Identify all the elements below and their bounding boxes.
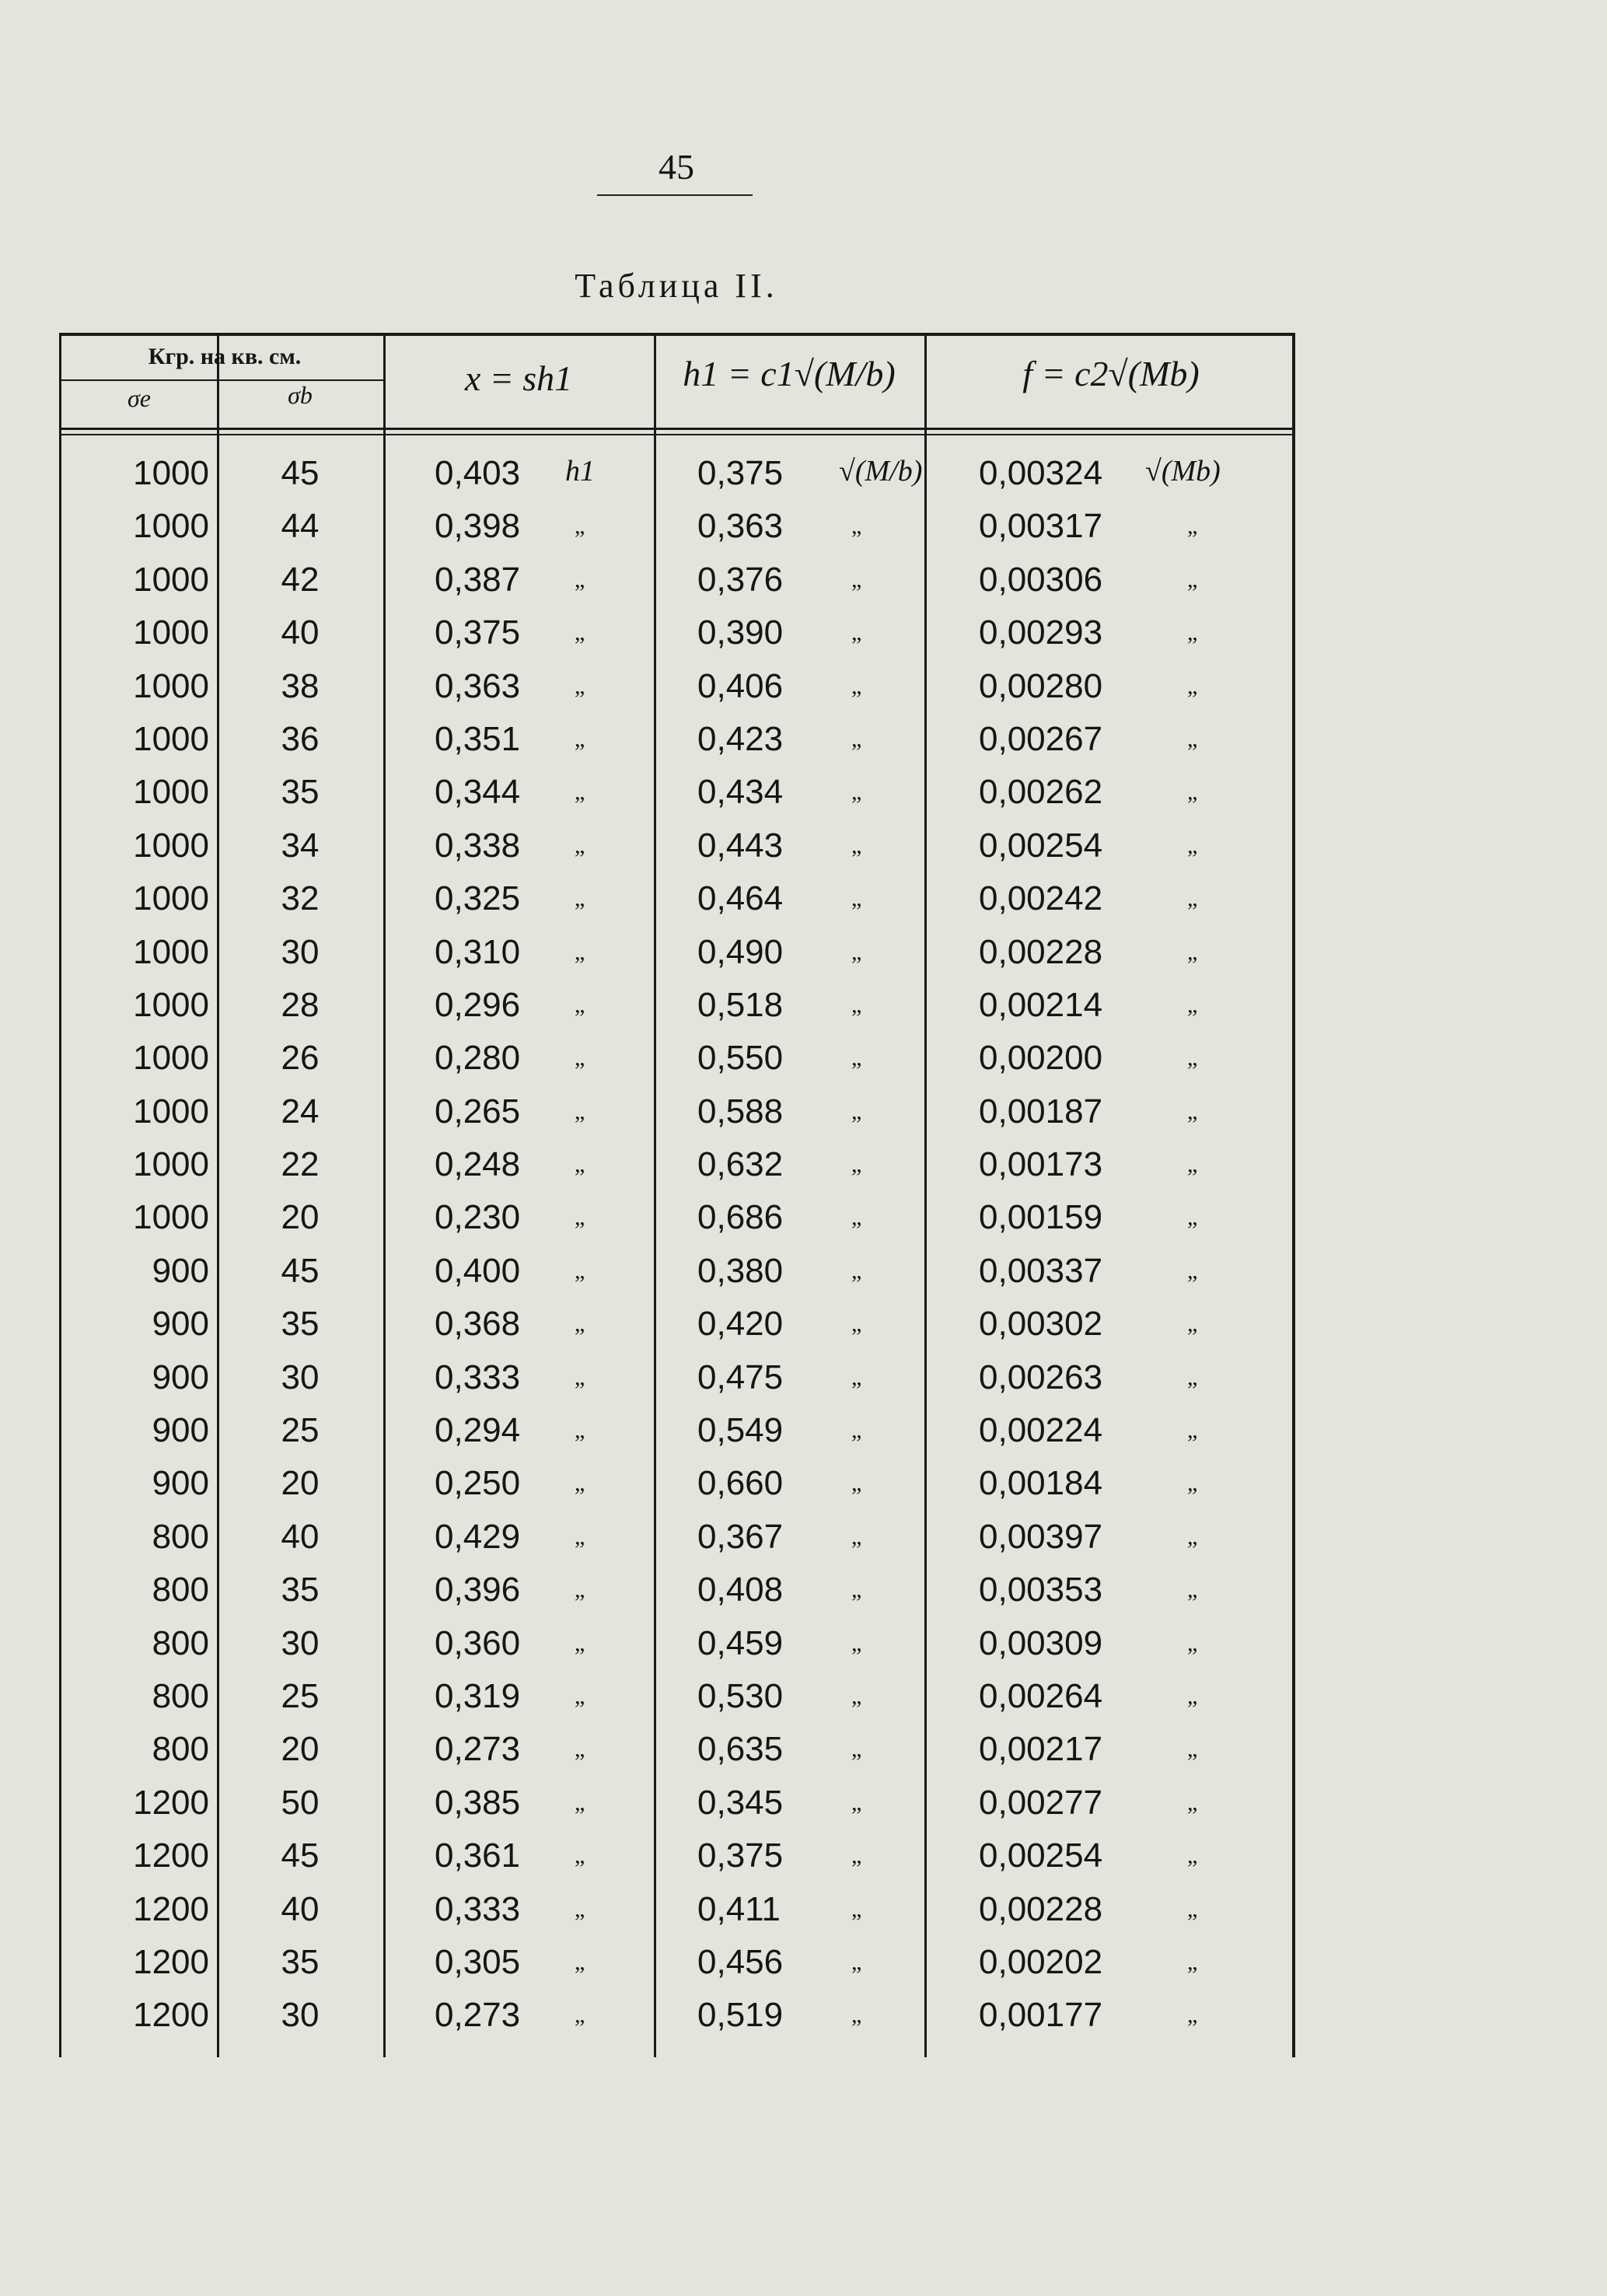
ditto-mark: „ <box>575 1311 585 1337</box>
cell-sigma-e: 900 <box>152 1251 209 1290</box>
cell-sigma-b: 36 <box>281 719 320 758</box>
ditto-mark: „ <box>1187 1683 1198 1709</box>
cell-h1: 0,459 <box>697 1623 784 1662</box>
cell-sigma-b: 26 <box>281 1039 320 1078</box>
ditto-mark: „ <box>851 1577 862 1603</box>
cell-f: 0,00184 <box>979 1464 1103 1503</box>
cell-x: 0,230 <box>435 1198 521 1237</box>
ditto-mark: „ <box>851 1470 862 1497</box>
cell-sigma-b: 32 <box>281 879 320 918</box>
ditto-mark: „ <box>1187 1257 1198 1284</box>
cell-sigma-e: 1000 <box>133 826 209 865</box>
ditto-mark: „ <box>1187 1311 1198 1337</box>
table-row <box>61 1198 1298 1251</box>
cell-sigma-e: 800 <box>152 1676 209 1715</box>
ditto-mark: „ <box>1187 1577 1198 1603</box>
table-row <box>61 1252 1298 1305</box>
cell-f: 0,00397 <box>979 1517 1103 1556</box>
ditto-mark: „ <box>851 1843 862 1869</box>
cell-x: 0,363 <box>435 666 521 705</box>
cell-x: 0,368 <box>435 1305 521 1344</box>
cell-x: 0,387 <box>435 560 521 599</box>
ditto-mark: „ <box>575 1948 585 1975</box>
cell-sigma-b: 25 <box>281 1411 320 1450</box>
cell-sigma-b: 20 <box>281 1198 320 1237</box>
ditto-mark: „ <box>1187 886 1198 912</box>
ditto-mark: „ <box>1187 620 1198 646</box>
ditto-mark: „ <box>1187 1098 1198 1124</box>
table-row <box>61 1358 1298 1411</box>
cell-sigma-b: 30 <box>281 932 320 971</box>
ditto-mark: „ <box>851 2002 862 2029</box>
ditto-mark: „ <box>575 620 585 646</box>
cell-sigma-b: 30 <box>281 1996 320 2035</box>
cell-f: 0,00293 <box>979 613 1103 652</box>
ditto-mark: „ <box>851 1789 862 1815</box>
ditto-mark: „ <box>575 1577 585 1603</box>
ditto-mark: „ <box>575 938 585 965</box>
unit-f: √(Mb) <box>1145 455 1221 488</box>
table-row <box>61 613 1298 666</box>
ditto-mark: „ <box>851 1736 862 1763</box>
header-rule <box>61 428 1292 430</box>
cell-x: 0,360 <box>435 1623 521 1662</box>
header-h1-formula: h1 = c1√(M/b) <box>683 354 896 393</box>
cell-sigma-e: 1000 <box>133 613 209 652</box>
cell-sigma-e: 1000 <box>133 985 209 1024</box>
cell-sigma-e: 800 <box>152 1623 209 1662</box>
table-row <box>61 1145 1298 1198</box>
cell-sigma-e: 1000 <box>133 773 209 812</box>
cell-sigma-b: 20 <box>281 1730 320 1769</box>
cell-sigma-e: 1200 <box>133 1783 209 1822</box>
cell-sigma-b: 28 <box>281 985 320 1024</box>
cell-sigma-e: 1000 <box>133 1092 209 1131</box>
ditto-mark: „ <box>575 1736 585 1763</box>
cell-sigma-e: 1000 <box>133 1198 209 1237</box>
unit-x: h1 <box>565 455 595 488</box>
ditto-mark: „ <box>575 1364 585 1390</box>
cell-h1: 0,475 <box>697 1358 784 1396</box>
table-row <box>61 933 1298 986</box>
ditto-mark: „ <box>851 1683 862 1709</box>
cell-x: 0,361 <box>435 1836 521 1875</box>
ditto-mark: „ <box>575 1523 585 1550</box>
cell-h1: 0,376 <box>697 560 784 599</box>
table-row <box>61 773 1298 826</box>
cell-sigma-b: 22 <box>281 1145 320 1184</box>
cell-sigma-e: 900 <box>152 1411 209 1450</box>
table-row <box>61 1411 1298 1464</box>
cell-x: 0,351 <box>435 719 521 758</box>
cell-sigma-b: 30 <box>281 1623 320 1662</box>
cell-f: 0,00302 <box>979 1305 1103 1344</box>
cell-x: 0,280 <box>435 1039 521 1078</box>
cell-x: 0,375 <box>435 613 521 652</box>
cell-h1: 0,635 <box>697 1730 784 1769</box>
cell-f: 0,00267 <box>979 719 1103 758</box>
ditto-mark: „ <box>851 1151 862 1178</box>
cell-x: 0,333 <box>435 1358 521 1396</box>
cell-f: 0,00353 <box>979 1571 1103 1609</box>
cell-sigma-e: 800 <box>152 1517 209 1556</box>
ditto-mark: „ <box>1187 1364 1198 1390</box>
cell-sigma-e: 1200 <box>133 1836 209 1875</box>
ditto-mark: „ <box>851 1098 862 1124</box>
cell-sigma-e: 1200 <box>133 1996 209 2035</box>
cell-x: 0,338 <box>435 826 521 865</box>
ditto-mark: „ <box>575 725 585 752</box>
ditto-mark: „ <box>1187 1523 1198 1550</box>
cell-h1: 0,530 <box>697 1676 784 1715</box>
table-row <box>61 1039 1298 1092</box>
cell-sigma-e: 1000 <box>133 507 209 546</box>
ditto-mark: „ <box>1187 779 1198 806</box>
cell-h1: 0,345 <box>697 1783 784 1822</box>
table-row <box>61 1677 1298 1730</box>
cell-sigma-e: 900 <box>152 1358 209 1396</box>
ditto-mark: „ <box>575 832 585 858</box>
cell-h1: 0,464 <box>697 879 784 918</box>
cell-sigma-e: 1000 <box>133 879 209 918</box>
ditto-mark: „ <box>1187 1417 1198 1444</box>
cell-f: 0,00306 <box>979 560 1103 599</box>
ditto-mark: „ <box>851 1630 862 1656</box>
cell-f: 0,00242 <box>979 879 1103 918</box>
cell-sigma-e: 800 <box>152 1730 209 1769</box>
cell-sigma-b: 45 <box>281 454 320 492</box>
ditto-mark: „ <box>851 832 862 858</box>
cell-f: 0,00224 <box>979 1411 1103 1450</box>
cell-h1: 0,380 <box>697 1251 784 1290</box>
header-rule-double <box>61 434 1292 435</box>
cell-f: 0,00280 <box>979 666 1103 705</box>
cell-x: 0,248 <box>435 1145 521 1184</box>
header-units: Кгр. на кв. см. <box>148 344 302 369</box>
cell-x: 0,333 <box>435 1889 521 1928</box>
cell-f: 0,00254 <box>979 1836 1103 1875</box>
ditto-mark: „ <box>851 779 862 806</box>
cell-h1: 0,434 <box>697 773 784 812</box>
ditto-mark: „ <box>1187 1204 1198 1231</box>
cell-f: 0,00317 <box>979 507 1103 546</box>
cell-h1: 0,686 <box>697 1198 784 1237</box>
ditto-mark: „ <box>851 725 862 752</box>
cell-sigma-b: 30 <box>281 1358 320 1396</box>
table-row <box>61 1836 1298 1889</box>
table-row <box>61 1518 1298 1571</box>
table-body <box>61 454 1298 2050</box>
ditto-mark: „ <box>1187 566 1198 592</box>
cell-h1: 0,375 <box>697 454 784 492</box>
cell-h1: 0,390 <box>697 613 784 652</box>
cell-x: 0,400 <box>435 1251 521 1290</box>
cell-f: 0,00277 <box>979 1783 1103 1822</box>
cell-f: 0,00159 <box>979 1198 1103 1237</box>
cell-x: 0,273 <box>435 1730 521 1769</box>
cell-x: 0,310 <box>435 932 521 971</box>
ditto-mark: „ <box>575 1683 585 1709</box>
table-row <box>61 667 1298 720</box>
ditto-mark: „ <box>851 566 862 592</box>
ditto-mark: „ <box>1187 1843 1198 1869</box>
ditto-mark: „ <box>1187 1151 1198 1178</box>
ditto-mark: „ <box>1187 673 1198 699</box>
ditto-mark: „ <box>575 1789 585 1815</box>
ditto-mark: „ <box>575 1630 585 1656</box>
cell-h1: 0,423 <box>697 719 784 758</box>
cell-sigma-b: 35 <box>281 1571 320 1609</box>
ditto-mark: „ <box>575 566 585 592</box>
cell-h1: 0,518 <box>697 985 784 1024</box>
cell-sigma-e: 1000 <box>133 719 209 758</box>
ditto-mark: „ <box>575 673 585 699</box>
ditto-mark: „ <box>851 1417 862 1444</box>
ditto-mark: „ <box>1187 725 1198 752</box>
ditto-mark: „ <box>851 1896 862 1922</box>
table-row <box>61 1996 1298 2049</box>
cell-x: 0,429 <box>435 1517 521 1556</box>
cell-h1: 0,367 <box>697 1517 784 1556</box>
ditto-mark: „ <box>851 1523 862 1550</box>
cell-f: 0,00228 <box>979 1889 1103 1928</box>
cell-f: 0,00309 <box>979 1623 1103 1662</box>
cell-sigma-e: 1000 <box>133 666 209 705</box>
table-row <box>61 1943 1298 1996</box>
ditto-mark: „ <box>575 1151 585 1178</box>
cell-sigma-e: 1000 <box>133 932 209 971</box>
cell-sigma-e: 900 <box>152 1464 209 1503</box>
cell-h1: 0,632 <box>697 1145 784 1184</box>
unit-h1: √(M/b) <box>839 455 923 488</box>
table-row <box>61 826 1298 879</box>
cell-h1: 0,408 <box>697 1571 784 1609</box>
table-row <box>61 507 1298 560</box>
ditto-mark: „ <box>851 1204 862 1231</box>
table-row <box>61 1305 1298 1358</box>
cell-h1: 0,490 <box>697 932 784 971</box>
cell-h1: 0,443 <box>697 826 784 865</box>
cell-h1: 0,519 <box>697 1996 784 2035</box>
cell-sigma-e: 1000 <box>133 1145 209 1184</box>
cell-f: 0,00254 <box>979 826 1103 865</box>
cell-x: 0,265 <box>435 1092 521 1131</box>
cell-x: 0,398 <box>435 507 521 546</box>
cell-x: 0,385 <box>435 1783 521 1822</box>
page-number: 45 <box>659 147 694 187</box>
table-row <box>61 1784 1298 1836</box>
cell-f: 0,00202 <box>979 1942 1103 1981</box>
header-x-formula: x = sh1 <box>464 358 573 398</box>
ditto-mark: „ <box>851 938 862 965</box>
ditto-mark: „ <box>851 1257 862 1284</box>
cell-sigma-b: 35 <box>281 1942 320 1981</box>
cell-sigma-b: 34 <box>281 826 320 865</box>
cell-sigma-b: 45 <box>281 1251 320 1290</box>
ditto-mark: „ <box>575 1896 585 1922</box>
page-number-rule <box>597 194 753 196</box>
cell-f: 0,00200 <box>979 1039 1103 1078</box>
table-row <box>61 720 1298 773</box>
ditto-mark: „ <box>1187 938 1198 965</box>
table-row <box>61 879 1298 932</box>
cell-sigma-e: 1200 <box>133 1942 209 1981</box>
cell-sigma-b: 35 <box>281 773 320 812</box>
header-f-formula: f = c2√(Mb) <box>1022 354 1200 393</box>
cell-sigma-e: 1000 <box>133 1039 209 1078</box>
ditto-mark: „ <box>851 1364 862 1390</box>
cell-f: 0,00264 <box>979 1676 1103 1715</box>
cell-f: 0,00228 <box>979 932 1103 971</box>
table-row <box>61 561 1298 613</box>
cell-x: 0,250 <box>435 1464 521 1503</box>
cell-x: 0,325 <box>435 879 521 918</box>
ditto-mark: „ <box>1187 1630 1198 1656</box>
ditto-mark: „ <box>1187 2002 1198 2029</box>
cell-sigma-b: 20 <box>281 1464 320 1503</box>
cell-sigma-e: 800 <box>152 1571 209 1609</box>
cell-sigma-e: 1000 <box>133 454 209 492</box>
table-row <box>61 986 1298 1039</box>
ditto-mark: „ <box>851 673 862 699</box>
cell-sigma-e: 1200 <box>133 1889 209 1928</box>
cell-x: 0,294 <box>435 1411 521 1450</box>
cell-h1: 0,456 <box>697 1942 784 1981</box>
ditto-mark: „ <box>851 1045 862 1071</box>
cell-x: 0,344 <box>435 773 521 812</box>
cell-x: 0,319 <box>435 1676 521 1715</box>
ditto-mark: „ <box>851 513 862 540</box>
ditto-mark: „ <box>575 1204 585 1231</box>
ditto-mark: „ <box>851 620 862 646</box>
cell-sigma-b: 40 <box>281 613 320 652</box>
cell-sigma-b: 44 <box>281 507 320 546</box>
cell-sigma-b: 40 <box>281 1889 320 1928</box>
cell-f: 0,00262 <box>979 773 1103 812</box>
ditto-mark: „ <box>575 1417 585 1444</box>
ditto-mark: „ <box>851 1311 862 1337</box>
cell-h1: 0,406 <box>697 666 784 705</box>
table-row <box>61 1092 1298 1145</box>
cell-sigma-b: 40 <box>281 1517 320 1556</box>
ditto-mark: „ <box>575 1257 585 1284</box>
ditto-mark: „ <box>1187 1045 1198 1071</box>
header-sigma-b: σb <box>288 381 313 409</box>
table-row <box>61 1624 1298 1677</box>
cell-f: 0,00324 <box>979 454 1103 492</box>
ditto-mark: „ <box>851 1948 862 1975</box>
header-sigma-e: σe <box>128 384 151 412</box>
ditto-mark: „ <box>575 1470 585 1497</box>
ditto-mark: „ <box>575 1098 585 1124</box>
table-row <box>61 454 1298 507</box>
cell-x: 0,305 <box>435 1942 521 1981</box>
data-table <box>59 333 1295 2057</box>
cell-f: 0,00217 <box>979 1730 1103 1769</box>
cell-sigma-b: 42 <box>281 560 320 599</box>
ditto-mark: „ <box>575 991 585 1018</box>
ditto-mark: „ <box>1187 1789 1198 1815</box>
ditto-mark: „ <box>1187 1736 1198 1763</box>
cell-f: 0,00187 <box>979 1092 1103 1131</box>
ditto-mark: „ <box>575 513 585 540</box>
cell-sigma-b: 25 <box>281 1676 320 1715</box>
cell-sigma-e: 1000 <box>133 560 209 599</box>
cell-sigma-b: 45 <box>281 1836 320 1875</box>
cell-h1: 0,411 <box>697 1889 781 1928</box>
table-title: Таблица II. <box>575 267 778 305</box>
ditto-mark: „ <box>1187 1948 1198 1975</box>
ditto-mark: „ <box>1187 1470 1198 1497</box>
ditto-mark: „ <box>851 886 862 912</box>
ditto-mark: „ <box>575 2002 585 2029</box>
cell-h1: 0,550 <box>697 1039 784 1078</box>
cell-f: 0,00337 <box>979 1251 1103 1290</box>
ditto-mark: „ <box>575 1843 585 1869</box>
cell-f: 0,00263 <box>979 1358 1103 1396</box>
cell-f: 0,00177 <box>979 1996 1103 2035</box>
cell-h1: 0,420 <box>697 1305 784 1344</box>
ditto-mark: „ <box>851 991 862 1018</box>
cell-sigma-b: 24 <box>281 1092 320 1131</box>
table-row <box>61 1730 1298 1783</box>
table-row <box>61 1464 1298 1517</box>
ditto-mark: „ <box>575 886 585 912</box>
cell-h1: 0,549 <box>697 1411 784 1450</box>
ditto-mark: „ <box>1187 991 1198 1018</box>
ditto-mark: „ <box>1187 513 1198 540</box>
cell-x: 0,396 <box>435 1571 521 1609</box>
cell-h1: 0,375 <box>697 1836 784 1875</box>
cell-sigma-e: 900 <box>152 1305 209 1344</box>
cell-sigma-b: 35 <box>281 1305 320 1344</box>
cell-f: 0,00214 <box>979 985 1103 1024</box>
cell-f: 0,00173 <box>979 1145 1103 1184</box>
cell-h1: 0,660 <box>697 1464 784 1503</box>
ditto-mark: „ <box>575 779 585 806</box>
table-row <box>61 1571 1298 1623</box>
cell-h1: 0,588 <box>697 1092 784 1131</box>
cell-sigma-b: 38 <box>281 666 320 705</box>
ditto-mark: „ <box>1187 832 1198 858</box>
table-row <box>61 1890 1298 1943</box>
ditto-mark: „ <box>1187 1896 1198 1922</box>
cell-sigma-b: 50 <box>281 1783 320 1822</box>
cell-h1: 0,363 <box>697 507 784 546</box>
cell-x: 0,296 <box>435 985 521 1024</box>
ditto-mark: „ <box>575 1045 585 1071</box>
cell-x: 0,273 <box>435 1996 521 2035</box>
cell-x: 0,403 <box>435 454 521 492</box>
